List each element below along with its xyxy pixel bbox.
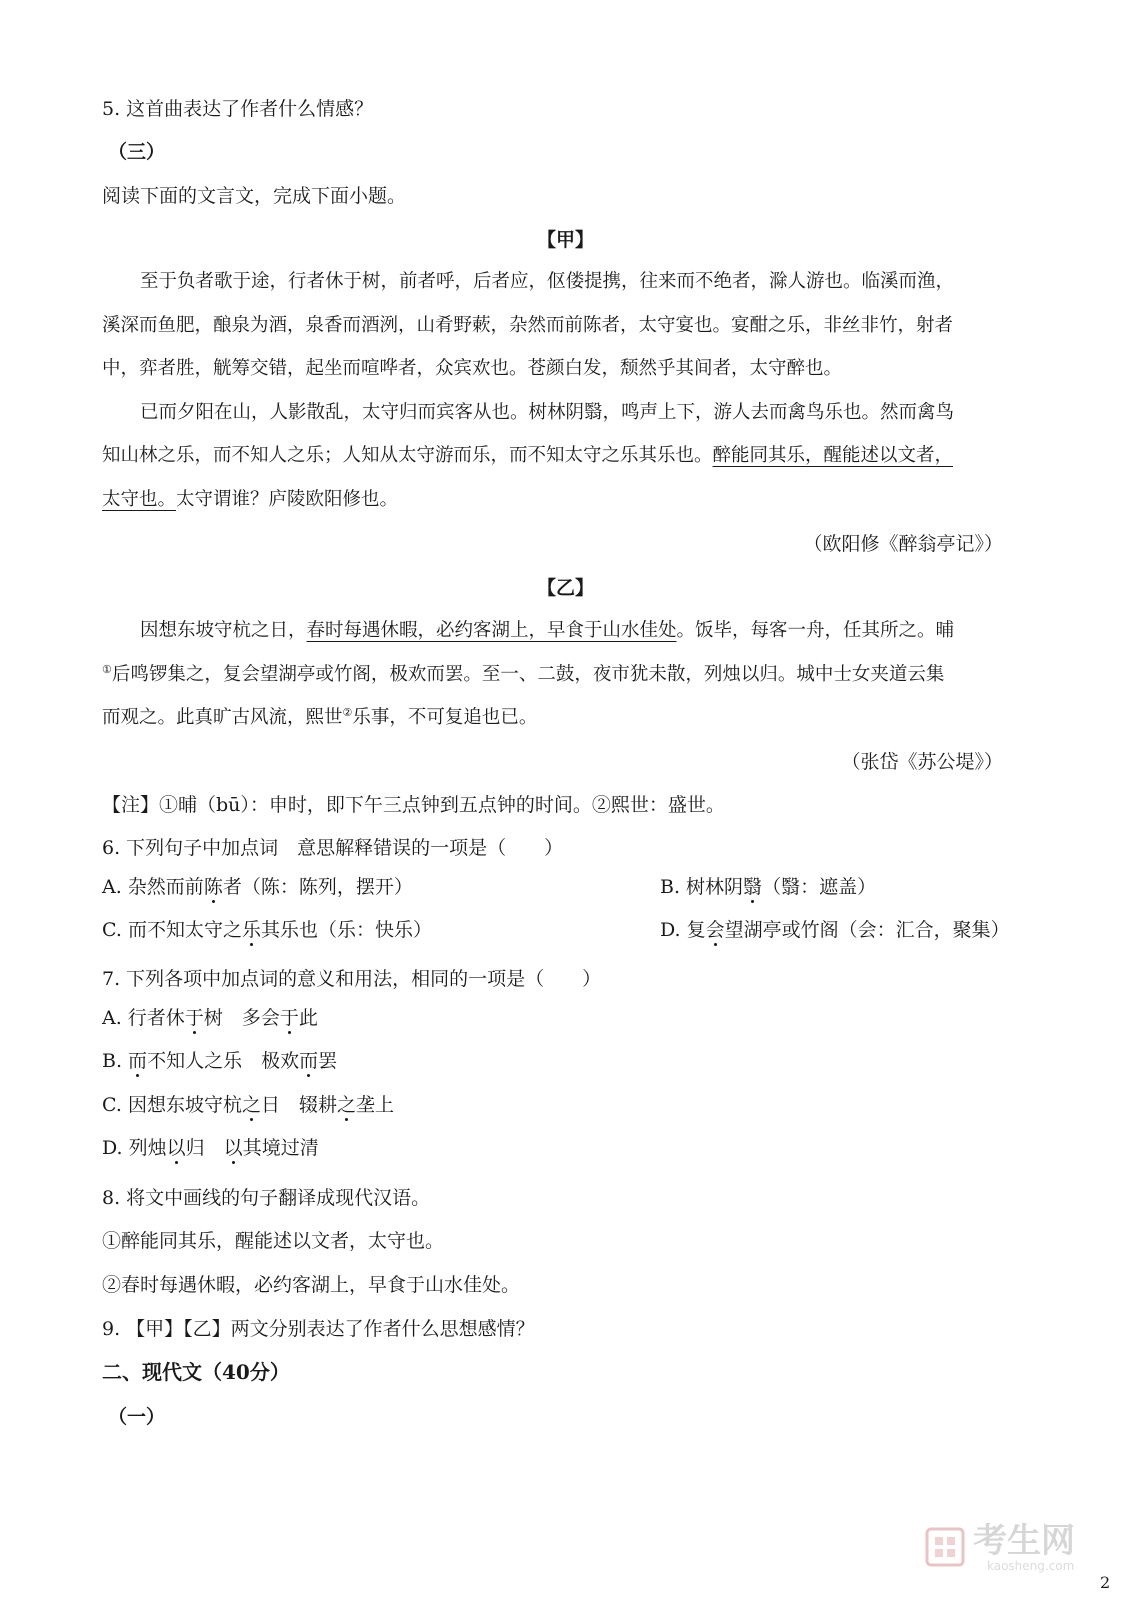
underlined-sentence-2: 春时每遇休暇，必约客湖上，早食于山水佳处 [306, 620, 677, 641]
option-text: B. 树林阴 [660, 876, 744, 898]
watermark-subtext: kaosheng.com [987, 1559, 1075, 1573]
question-6-option-b [660, 874, 876, 900]
option-text: C. 因想东坡守杭 [102, 1094, 242, 1116]
passage-yi-line-1 [140, 618, 954, 644]
watermark [925, 1523, 1095, 1573]
passage-yi-line-3 [102, 705, 537, 731]
option-text: 其乐也（乐：快乐） [260, 919, 432, 941]
dotted-word: 于 [279, 1007, 299, 1029]
question-6-row-2 [102, 917, 1010, 943]
passage-jia-line-6 [102, 487, 398, 513]
passage-yi-line-3-end: 乐事，不可复追也已。 [352, 707, 538, 728]
question-7-option-d [102, 1135, 319, 1161]
dotted-word: 而 [299, 1050, 319, 1072]
question-6-stem: 6. 下列句子中加点词 意思解释错误的一项是（ ） [102, 837, 564, 859]
passage-yi-source: （张岱《苏公堤》） [841, 751, 1003, 773]
passage-jia-line-4: 已而夕阳在山，人影散乱，太守归而宾客从也。树林阴翳，鸣声上下，游人去而禽鸟乐也。然而禽鸟 [140, 402, 955, 423]
passage-jia-source: （欧阳修《醉翁亭记》） [803, 533, 1003, 555]
option-text: 此 [298, 1007, 318, 1029]
option-text: （翳：遮盖） [762, 876, 877, 898]
dotted-word: 翳 [743, 876, 763, 898]
passage-jia-line-3: 中，弈者胜，觥筹交错，起坐而喧哗者，众宾欢也。苍颜白发，颓然乎其间者，太守醉也。 [102, 358, 843, 379]
section-3-heading: （三） [108, 141, 166, 163]
option-text: 垄上 [356, 1094, 395, 1116]
option-text: A. 行者休 [102, 1007, 185, 1029]
passage-jia-line-2: 溪深而鱼肥，酿泉为酒，泉香而酒洌，山肴野蔌，杂然而前陈者，太守宴也。宴酣之乐，非丝非竹，射者 [102, 315, 954, 336]
passage-yi-line-2 [102, 662, 944, 688]
option-text: 其境过清 [242, 1137, 319, 1159]
question-7-option-c [102, 1092, 394, 1118]
question-6-option-d [660, 917, 1010, 943]
option-text: 树 多会 [203, 1007, 280, 1029]
question-6-option-a [102, 876, 413, 898]
passage-yi-line-2-text: 后鸣锣集之，复会望湖亭或竹阁，极欢而罢。至一、二鼓，夜市犹未散，列烛以归。城中士女夹道云集 [111, 664, 945, 685]
underlined-sentence-1-part-2: 太守也。 [102, 489, 177, 510]
question-8-stem: 8. 将文中画线的句子翻译成现代汉语。 [102, 1187, 431, 1209]
option-text: D. 列烛 [102, 1137, 167, 1159]
dotted-word: 陈 [203, 876, 223, 898]
option-text: A. 杂然而前 [102, 876, 204, 898]
option-text: 日 辍耕 [260, 1094, 337, 1116]
footnote-marker-2: ② [342, 705, 353, 719]
question-8-sentence-1: ①醉能同其乐，醒能述以文者，太守也。 [102, 1230, 445, 1252]
dotted-word: 而 [128, 1050, 148, 1072]
option-text: C. 而不知太守之 [102, 919, 242, 941]
option-text: D. 复 [660, 919, 706, 941]
dotted-word: 会 [705, 919, 725, 941]
option-text: 罢 [318, 1050, 338, 1072]
passage-yi-line-1-start: 因想东坡守杭之日， [140, 620, 307, 641]
option-text: 者（陈：陈列，摆开） [222, 876, 413, 898]
dotted-word: 之 [336, 1094, 356, 1116]
question-5: 5. 这首曲表达了作者什么情感？ [102, 98, 374, 120]
question-6-row-1 [102, 874, 1002, 900]
subsection-1-heading: （一） [108, 1406, 166, 1428]
passage-yi-line-3-start: 而观之。此真旷古风流，熙世 [102, 707, 343, 728]
page-number: 2 [1100, 1573, 1111, 1592]
underlined-sentence-1-part-1: 醉能同其乐，醒能述以文者， [712, 445, 954, 466]
option-text: 不知人之乐 极欢 [147, 1050, 300, 1072]
passage-jia-line-5-text: 知山林之乐，而不知人之乐；人知从太守游而乐，而不知太守之乐其乐也。 [102, 445, 713, 466]
question-8-sentence-2: ②春时每遇休暇，必约客湖上，早食于山水佳处。 [102, 1274, 521, 1296]
question-7-stem: 7. 下列各项中加点词的意义和用法，相同的一项是（ ） [102, 968, 602, 990]
dotted-word: 以 [223, 1137, 243, 1159]
passage-jia-line-1: 至于负者歌于途，行者休于树，前者呼，后者应，伛偻提携，往来而不绝者，滁人游也。临溪而渔， [140, 271, 955, 292]
question-7-option-a [102, 1005, 318, 1031]
part-2-heading: 二、现代文（40分） [102, 1360, 290, 1384]
watermark-logo-icon [925, 1527, 965, 1567]
dotted-word: 于 [184, 1007, 204, 1029]
passage-yi-title: 【乙】 [536, 577, 594, 599]
passage-yi-line-1-end: 。饭毕，每客一舟，任其所之。晡 [676, 620, 955, 641]
option-text: 望湖亭或竹阁（会：汇合，聚集） [724, 919, 1010, 941]
passage-jia-title: 【甲】 [536, 229, 594, 251]
watermark-text: 考生网 [973, 1521, 1075, 1561]
question-7-option-b [102, 1048, 337, 1074]
dotted-word: 以 [166, 1137, 186, 1159]
question-6-option-c [102, 919, 432, 941]
footnote-marker-1: ① [102, 662, 112, 676]
option-text: 归 [185, 1137, 224, 1159]
reading-instruction: 阅读下面的文言文，完成下面小题。 [102, 185, 407, 207]
passage-jia-line-6-text: 太守谓谁？庐陵欧阳修也。 [176, 489, 399, 510]
question-9: 9. 【甲】【乙】两文分别表达了作者什么思想感情？ [102, 1318, 535, 1340]
dotted-word: 之 [241, 1094, 261, 1116]
passage-jia-line-5 [102, 443, 953, 469]
option-text: B. [102, 1050, 129, 1072]
dotted-word: 乐 [241, 919, 261, 941]
annotation-note: 【注】①晡（bū）：申时，即下午三点钟到五点钟的时间。②熙世：盛世。 [102, 794, 725, 816]
